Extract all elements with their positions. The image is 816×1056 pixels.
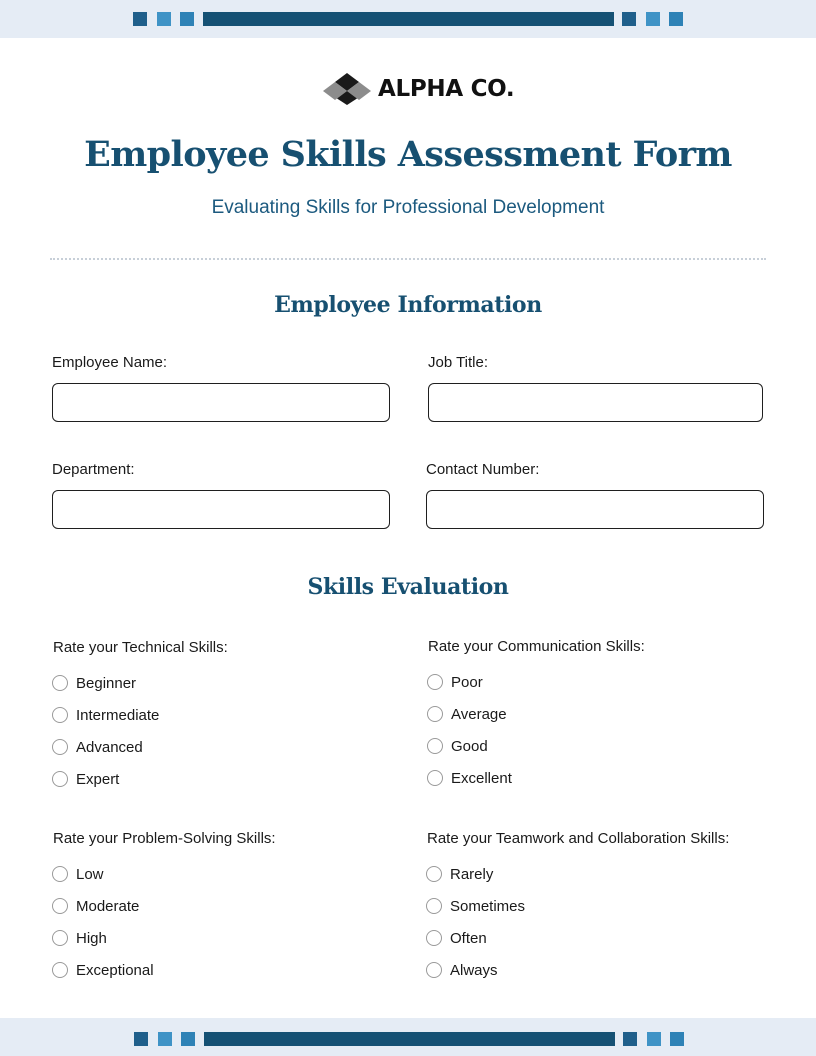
radio-button[interactable] [52, 930, 68, 946]
radio-button[interactable] [52, 962, 68, 978]
band-square [623, 1032, 637, 1046]
company-name: ALPHA CO. [378, 76, 515, 102]
option-label: Always [450, 961, 498, 979]
radio-button[interactable] [52, 898, 68, 914]
band-square [669, 12, 683, 26]
technical-option-intermediate[interactable] [52, 705, 159, 725]
teamwork-option-often[interactable] [426, 928, 487, 948]
contact-number-input[interactable] [426, 490, 764, 529]
communication-option-average[interactable] [427, 704, 507, 724]
radio-button[interactable] [52, 866, 68, 882]
band-square [181, 1032, 195, 1046]
technical-option-advanced[interactable] [52, 737, 143, 757]
radio-button[interactable] [52, 675, 68, 691]
option-label: High [76, 929, 107, 947]
radio-button[interactable] [52, 707, 68, 723]
radio-button[interactable] [427, 706, 443, 722]
option-label: Beginner [76, 674, 137, 692]
technical-option-expert[interactable] [52, 769, 119, 789]
band-square [157, 12, 171, 26]
radio-button[interactable] [426, 866, 442, 882]
radio-button[interactable] [427, 738, 443, 754]
band-square [670, 1032, 684, 1046]
department-label: Department: [52, 461, 135, 478]
band-bar [204, 1032, 615, 1046]
radio-button[interactable] [427, 770, 443, 786]
technical-skills-label: Rate your Technical Skills: [53, 639, 228, 656]
department-input[interactable] [52, 490, 390, 529]
skills-evaluation-heading: Skills Evaluation [307, 574, 509, 600]
option-label: Excellent [451, 769, 512, 787]
option-label: Rarely [450, 865, 494, 883]
communication-option-poor[interactable] [427, 672, 483, 692]
radio-button[interactable] [426, 930, 442, 946]
problem-solving-option-exceptional[interactable] [52, 960, 154, 980]
option-label: Expert [76, 770, 120, 788]
band-square [180, 12, 194, 26]
communication-option-excellent[interactable] [427, 768, 512, 788]
communication-option-good[interactable] [427, 736, 488, 756]
job-title-input[interactable] [428, 383, 763, 422]
option-label: Poor [451, 673, 483, 691]
band-square [133, 12, 147, 26]
radio-button[interactable] [427, 674, 443, 690]
option-label: Good [451, 737, 488, 755]
problem-solving-skills-label: Rate your Problem-Solving Skills: [53, 830, 276, 847]
teamwork-option-always[interactable] [426, 960, 498, 980]
contact-number-label: Contact Number: [426, 461, 540, 478]
radio-button[interactable] [426, 962, 442, 978]
problem-solving-option-high[interactable] [52, 928, 107, 948]
band-square [646, 12, 660, 26]
bottom-decorative-band [0, 1018, 816, 1056]
diamond-stack-logo-icon [322, 72, 372, 106]
radio-button[interactable] [426, 898, 442, 914]
band-bar [203, 12, 614, 26]
teamwork-option-sometimes[interactable] [426, 896, 525, 916]
option-label: Sometimes [450, 897, 526, 915]
communication-skills-label: Rate your Communication Skills: [428, 638, 645, 655]
problem-solving-option-moderate[interactable] [52, 896, 139, 916]
page-title: Employee Skills Assessment Form [84, 134, 732, 175]
option-label: Average [451, 705, 507, 723]
band-square [622, 12, 636, 26]
dotted-divider [50, 258, 766, 260]
option-label: Advanced [76, 738, 143, 756]
company-logo [322, 72, 514, 106]
band-square [134, 1032, 148, 1046]
page-subtitle: Evaluating Skills for Professional Development [211, 197, 605, 218]
teamwork-option-rarely[interactable] [426, 864, 493, 884]
employee-name-input[interactable] [52, 383, 390, 422]
radio-button[interactable] [52, 739, 68, 755]
problem-solving-option-low[interactable] [52, 864, 104, 884]
option-label: Often [450, 929, 487, 947]
band-square [158, 1032, 172, 1046]
top-decorative-band [0, 0, 816, 38]
technical-option-beginner[interactable] [52, 673, 136, 693]
radio-button[interactable] [52, 771, 68, 787]
option-label: Intermediate [76, 706, 160, 724]
option-label: Low [76, 865, 104, 883]
option-label: Moderate [76, 897, 140, 915]
employee-name-label: Employee Name: [52, 354, 168, 371]
job-title-label: Job Title: [428, 354, 489, 371]
option-label: Exceptional [76, 961, 154, 979]
band-square [647, 1032, 661, 1046]
employee-information-heading: Employee Information [274, 292, 542, 318]
teamwork-skills-label: Rate your Teamwork and Collaboration Skills: [427, 830, 730, 847]
